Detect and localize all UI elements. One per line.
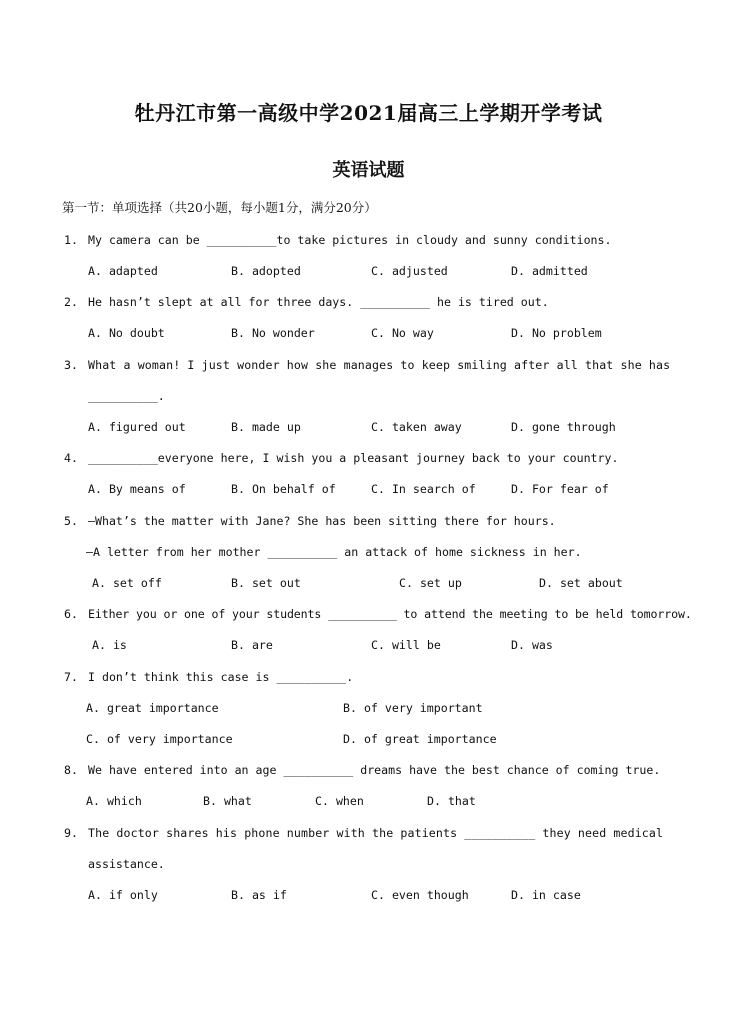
option-b: B. of very important (343, 701, 483, 715)
option-a: A. adapted (88, 264, 158, 278)
question-stem: —What’s the matter with Jane? She has been sitting there for hours. (88, 514, 556, 528)
option-d: D. of great importance (343, 732, 497, 746)
option-d: D. For fear of (511, 482, 609, 496)
option-a: A. No doubt (88, 326, 165, 340)
option-c: C. No way (371, 326, 434, 340)
option-c: C. taken away (371, 420, 462, 434)
exam-subtitle: 英语试题 (332, 160, 405, 181)
exam-title: 牡丹江市第一高级中学2021届高三上学期开学考试 (134, 101, 603, 125)
option-b: B. On behalf of (231, 482, 336, 496)
option-a: A. set off (92, 576, 162, 590)
question-stem-continued: assistance. (88, 857, 165, 871)
question-stem-continued: —A letter from her mother __________ an attack of home sickness in her. (86, 545, 582, 559)
option-b: B. No wonder (231, 326, 315, 340)
question-number: 1. (64, 233, 78, 247)
option-a: A. if only (88, 888, 158, 902)
option-b: B. what (203, 794, 252, 808)
option-a: A. which (86, 794, 142, 808)
question-number: 2. (64, 295, 78, 309)
option-b: B. are (231, 638, 273, 652)
option-a: A. figured out (88, 420, 186, 434)
option-c: C. In search of (371, 482, 476, 496)
question-stem: I don’t think this case is __________. (88, 670, 354, 684)
option-d: D. No problem (511, 326, 602, 340)
question-stem: What a woman! I just wonder how she manages to keep smiling after all that she has (88, 358, 671, 372)
option-a: A. great importance (86, 701, 219, 715)
option-b: B. set out (231, 576, 301, 590)
question-stem: __________everyone here, I wish you a pleasant journey back to your country. (88, 451, 619, 465)
option-c: C. of very importance (86, 732, 233, 746)
question-stem: My camera can be __________to take pictures in cloudy and sunny conditions. (88, 233, 612, 247)
question-stem-continued: __________. (88, 389, 165, 403)
option-d: D. set about (539, 576, 623, 590)
option-b: B. as if (231, 888, 287, 902)
question-number: 6. (64, 607, 78, 621)
question-stem: Either you or one of your students __________ to attend the meeting to be held tomorrow. (88, 607, 692, 621)
option-b: B. made up (231, 420, 301, 434)
option-c: C. will be (371, 638, 441, 652)
option-c: C. adjusted (371, 264, 448, 278)
question-number: 9. (64, 826, 78, 840)
question-number: 3. (64, 358, 78, 372)
section-heading: 第一节：单项选择（共20小题，每小题1分，满分20分） (62, 200, 377, 215)
option-b: B. adopted (231, 264, 301, 278)
option-a: A. By means of (88, 482, 186, 496)
option-d: D. was (511, 638, 553, 652)
question-number: 7. (64, 670, 78, 684)
question-stem: He hasn’t slept at all for three days. __________ he is tired out. (88, 295, 549, 309)
question-number: 5. (64, 514, 78, 528)
question-number: 8. (64, 763, 78, 777)
option-c: C. when (315, 794, 364, 808)
option-a: A. is (92, 638, 127, 652)
option-d: D. in case (511, 888, 581, 902)
option-d: D. gone through (511, 420, 616, 434)
question-stem: The doctor shares his phone number with the patients __________ they need medical (88, 826, 664, 840)
question-number: 4. (64, 451, 78, 465)
option-d: D. that (427, 794, 476, 808)
question-stem: We have entered into an age __________ dreams have the best chance of coming true. (88, 763, 661, 777)
option-d: D. admitted (511, 264, 588, 278)
option-c: C. even though (371, 888, 469, 902)
option-c: C. set up (399, 576, 462, 590)
